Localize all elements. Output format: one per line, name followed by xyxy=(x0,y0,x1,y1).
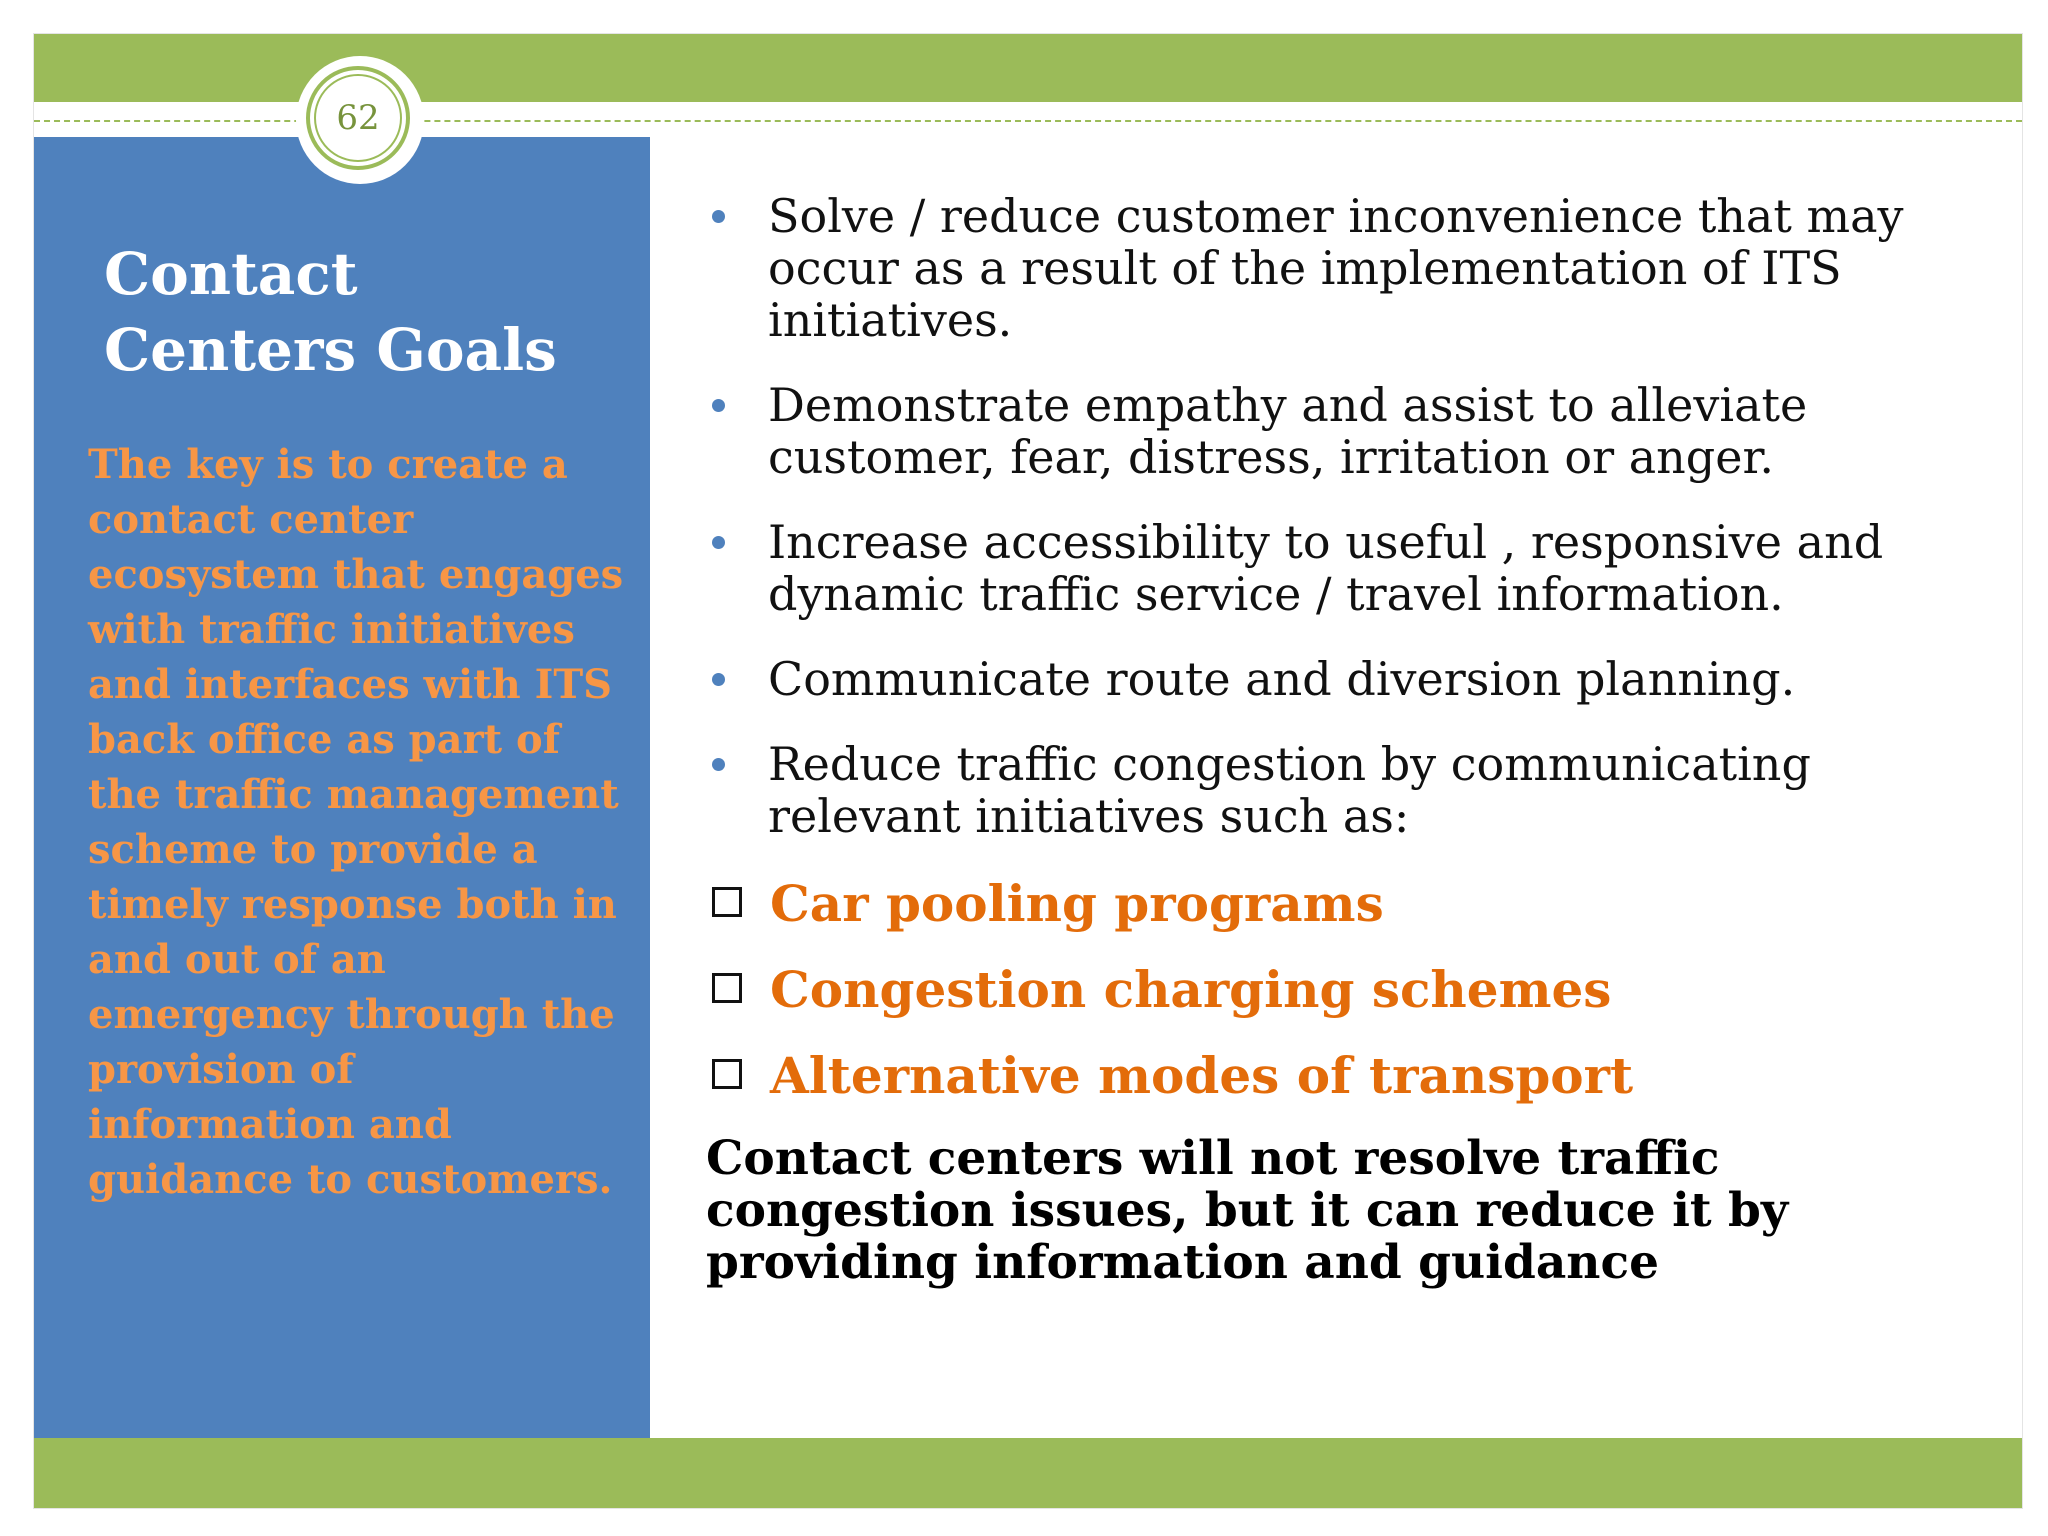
bullet-item xyxy=(706,738,1976,842)
bullet-dot-icon xyxy=(712,399,725,412)
slide-title: Contact Centers Goals xyxy=(104,240,557,384)
bullet-text: Communicate route and diversion planning. xyxy=(768,652,1796,706)
goals-content xyxy=(706,190,1976,1289)
bullet-dot-icon xyxy=(712,210,725,223)
bullet-dot-icon xyxy=(712,673,725,686)
bullet-item xyxy=(706,379,1976,483)
checkbox-square-icon xyxy=(712,887,742,917)
bullet-text: Increase accessibility to useful , responsive and dynamic traffic service / travel information. xyxy=(768,515,1884,621)
conclusion-statement: Contact centers will not resolve traffic congestion issues, but it can reduce it by providing information and guidance xyxy=(706,1131,1789,1290)
checkbox-text: Congestion charging schemes xyxy=(770,960,1612,1019)
bullet-item xyxy=(706,516,1976,620)
bullet-item xyxy=(706,653,1976,705)
key-statement: The key is to create a contact center ecosystem that engages with traffic initiatives and interfaces with ITS back office as part of the traffic management scheme to provide a timely response both in and out of an emergency through the provision of information and guidance to customers. xyxy=(88,441,624,1203)
bottom-green-band xyxy=(34,1438,2022,1508)
checkbox-item xyxy=(706,875,1976,933)
checkbox-text: Car pooling programs xyxy=(770,874,1384,933)
bullet-dot-icon xyxy=(712,536,725,549)
checkbox-square-icon xyxy=(712,973,742,1003)
checkbox-square-icon xyxy=(712,1059,742,1089)
checkbox-text: Alternative modes of transport xyxy=(770,1046,1634,1105)
bullet-item xyxy=(706,190,1976,346)
bullet-dot-icon xyxy=(712,758,725,771)
bullet-text: Reduce traffic congestion by communicating relevant initiatives such as: xyxy=(768,737,1811,843)
bullet-text: Solve / reduce customer inconvenience that may occur as a result of the implementation of ITS initiatives. xyxy=(768,189,1904,347)
page-number: 62 xyxy=(314,74,402,162)
checkbox-item xyxy=(706,961,1976,1019)
bullet-text: Demonstrate empathy and assist to alleviate customer, fear, distress, irritation or anger. xyxy=(768,378,1808,484)
checkbox-item xyxy=(706,1047,1976,1105)
